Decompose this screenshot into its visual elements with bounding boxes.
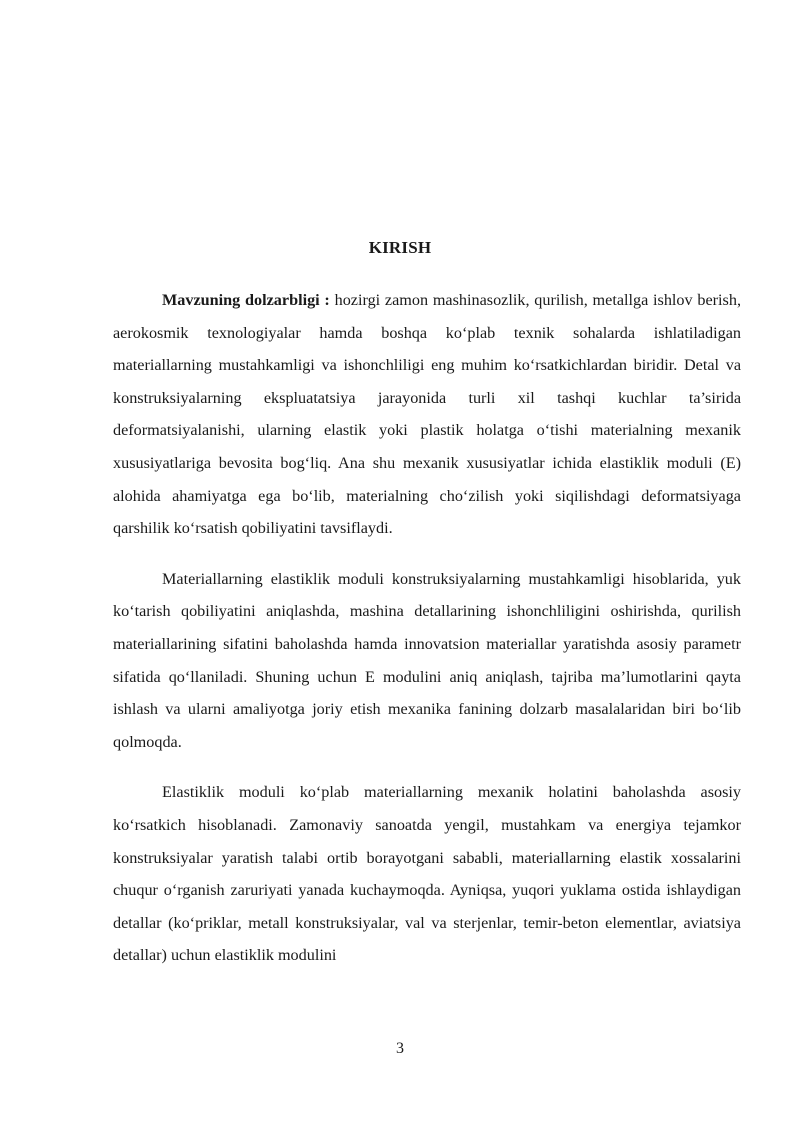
- paragraph-relevance: [113, 284, 741, 545]
- paragraph-text: hozirgi zamon mashinasozlik, qurilish, metallga ishlov berish, aerokosmik texnologiyalar hamda boshqa ko‘plab texnik sohalarda ishlatiladigan materiallarning mustahkamligi va ishonchliligi eng muhim ko‘rsatkichlardan biridir. Detal va konstruksiyalarning ekspluatatsiya jarayonida turli xil tashqi kuchlar ta’sirida deformatsiyalanishi, ularning elastik yoki plastik holatga o‘tishi materialning mexanik xususiyatlariga bevosita bog‘liq. Ana shu mexanik xususiyatlar ichida elastiklik moduli (E) alohida ahamiyatga ega bo‘lib, materialning cho‘zilish yoki siqilishdagi deformatsiyaga qarshilik ko‘rsatish qobiliyatini tavsiflaydi.: [113, 291, 741, 538]
- section-heading: KIRISH: [368, 238, 432, 257]
- paragraph-elastic-modulus-usage: [113, 563, 741, 759]
- paragraph-text: Elastiklik moduli ko‘plab materiallarning mexanik holatini baholashda asosiy ko‘rsatkich hisoblanadi. Zamonaviy sanoatda yengil, mustahkam va energiya tejamkor konstruksiyalar yaratish talabi ortib borayotgani sababli, materiallarning elastik xossalarini chuqur o‘rganish zaruriyati yanada kuchaymoqda. Ayniqsa, yuqori yuklama ostida ishlaydigan detallar (ko‘priklar, metall konstruksiyalar, val va sterjenlar, temir-beton elementlar, aviatsiya detallar) uchun elastiklik modulini: [113, 783, 741, 965]
- paragraph-lead: Mavzuning dolzarbligi :: [162, 291, 330, 309]
- page-number: 3: [396, 1040, 404, 1057]
- body-text: [113, 284, 741, 990]
- paragraph-text: Materiallarning elastiklik moduli konstruksiyalarning mustahkamligi hisoblarida, yuk ko‘tarish qobiliyatini aniqlashda, mashina detallarining ishonchliligini oshirishda, qurilish materiallarining sifatini baholashda hamda innovatsion materiallar yaratishda asosiy parametr sifatida qo‘llaniladi. Shuning uchun E modulini aniq aniqlash, tajriba ma’lumotlarini qayta ishlash va ularni amaliyotga joriy etish mexanika fanining dolzarb masalalaridan biri bo‘lib qolmoqda.: [113, 569, 741, 751]
- paragraph-elastic-modulus-indicator: [113, 776, 741, 972]
